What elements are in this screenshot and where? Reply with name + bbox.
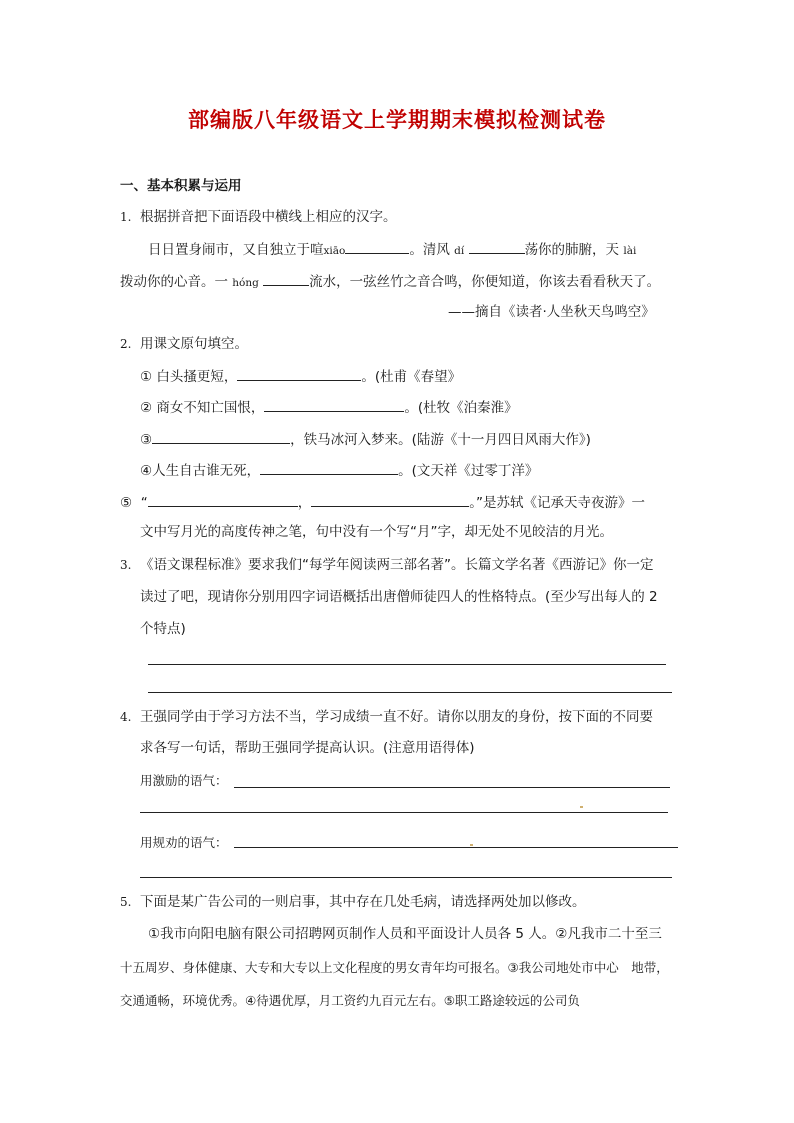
fill-item-2: [140, 397, 518, 418]
section-heading: 一、基本积累与运用: [120, 178, 242, 194]
answer-line[interactable]: [234, 847, 678, 848]
passage-text: 。清风: [409, 242, 450, 258]
item-text: 。(杜甫《春望》: [361, 369, 462, 385]
answer-blank[interactable]: [263, 271, 309, 286]
pinyin-hint: xiāo: [323, 245, 346, 257]
answer-blank[interactable]: [152, 429, 290, 444]
item-text: ① 白头搔更短，: [140, 369, 238, 385]
item-text: ② 商女不知亡国恨，: [140, 400, 265, 416]
answer-blank[interactable]: [264, 397, 404, 412]
fill-item-4: [140, 460, 538, 481]
fill-item-1: [140, 366, 461, 387]
fill-item-5: [120, 492, 645, 513]
item-text: 。”是苏轼《记承天寺夜游》一: [469, 495, 645, 511]
answer-blank[interactable]: [311, 492, 469, 507]
question-number: 2.: [120, 337, 132, 351]
passage-source: ——摘自《读者·人坐秋天鸟鸣空》: [448, 304, 655, 320]
pinyin-hint: lài: [623, 245, 637, 257]
question-number: 4.: [120, 710, 132, 724]
pinyin-hint: dí: [454, 245, 465, 257]
answer-blank[interactable]: [469, 239, 525, 254]
question-text: 《语文课程标准》要求我们“每学年阅读两三部名著”。长篇文学名著《西游记》你一定: [140, 557, 654, 573]
speck: [470, 844, 473, 846]
question-5-line-4: 交通通畅，环境优秀。④待遇优厚，月工资约九百元左右。⑤职工路途较远的公司负: [120, 993, 580, 1008]
question-3-line-2: 读过了吧，现请你分别用四字词语概括出唐僧师徒四人的性格特点。(至少写出每人的 2: [140, 589, 658, 605]
item-text: ③: [140, 432, 153, 448]
answer-line[interactable]: [148, 664, 666, 665]
question-text: 用课文原句填空。: [140, 336, 248, 352]
fill-item-5-cont: 文中写月光的高度传神之笔，句中没有一个写“月”字，却无处不见皎洁的月光。: [140, 524, 613, 540]
item-text: ，: [297, 495, 312, 511]
answer-line[interactable]: [140, 877, 672, 878]
page-title: 部编版八年级语文上学期期末模拟检测试卷: [188, 108, 606, 132]
question-number: 3.: [120, 558, 132, 572]
answer-blank[interactable]: [260, 460, 398, 475]
question-5-line-2: ①我市向阳电脑有限公司招聘网页制作人员和平面设计人员各 5 人。②凡我市二十至三: [148, 926, 662, 942]
answer-blank[interactable]: [237, 366, 361, 381]
answer-line[interactable]: [148, 692, 672, 693]
passage-text: 拨动你的心音。一: [120, 274, 228, 290]
question-1-line-1: [148, 239, 636, 261]
item-text: ⑤: [120, 495, 133, 511]
question-3-line-1: [120, 555, 654, 575]
question-5-line-3: 十五周岁、身体健康、大专和大专以上文化程度的男女青年均可报名。③我公司地处市中心 地带，: [120, 960, 669, 975]
answer-line[interactable]: [234, 787, 670, 788]
question-5-line-1: [120, 892, 586, 912]
encourage-label: 用激励的语气：: [140, 773, 228, 788]
question-3-line-3: 个特点): [140, 621, 186, 637]
question-number: 5.: [120, 895, 132, 909]
question-1-prompt: [120, 207, 397, 227]
answer-blank[interactable]: [345, 239, 409, 254]
speck: [580, 806, 583, 808]
question-1-line-2: [120, 271, 660, 293]
question-text: 下面是某广告公司的一则启事，其中存在几处毛病，请选择两处加以修改。: [140, 894, 586, 910]
fill-item-3: [140, 429, 591, 450]
question-number: 1.: [120, 210, 132, 224]
item-text: 。(文天祥《过零丁洋》: [398, 463, 539, 479]
passage-text: 日日置身闹市，又自独立于喧: [148, 242, 324, 258]
passage-text: 荡你的肺腑，天: [524, 242, 620, 258]
pinyin-hint: hóng: [232, 277, 259, 289]
item-text: ④人生自古谁无死，: [140, 463, 261, 479]
answer-line[interactable]: [140, 812, 668, 813]
item-text: 。(杜牧《泊秦淮》: [404, 400, 518, 416]
question-4-line-1: [120, 707, 653, 727]
answer-blank[interactable]: [148, 492, 298, 507]
passage-text: 流水，一弦丝竹之音合鸣，你便知道，你该去看看秋天了。: [309, 274, 661, 290]
question-2-prompt: [120, 334, 248, 354]
question-text: 王强同学由于学习方法不当，学习成绩一直不好。请你以朋友的身份，按下面的不同要: [140, 709, 653, 725]
advise-label: 用规劝的语气：: [140, 835, 228, 850]
item-text: “: [140, 495, 148, 511]
item-text: ，铁马冰河入梦来。(陆游《十一月四日风雨大作》): [290, 432, 591, 448]
question-text: 根据拼音把下面语段中横线上相应的汉字。: [140, 209, 397, 225]
question-4-line-2: 求各写一句话，帮助王强同学提高认识。(注意用语得体): [140, 740, 475, 756]
